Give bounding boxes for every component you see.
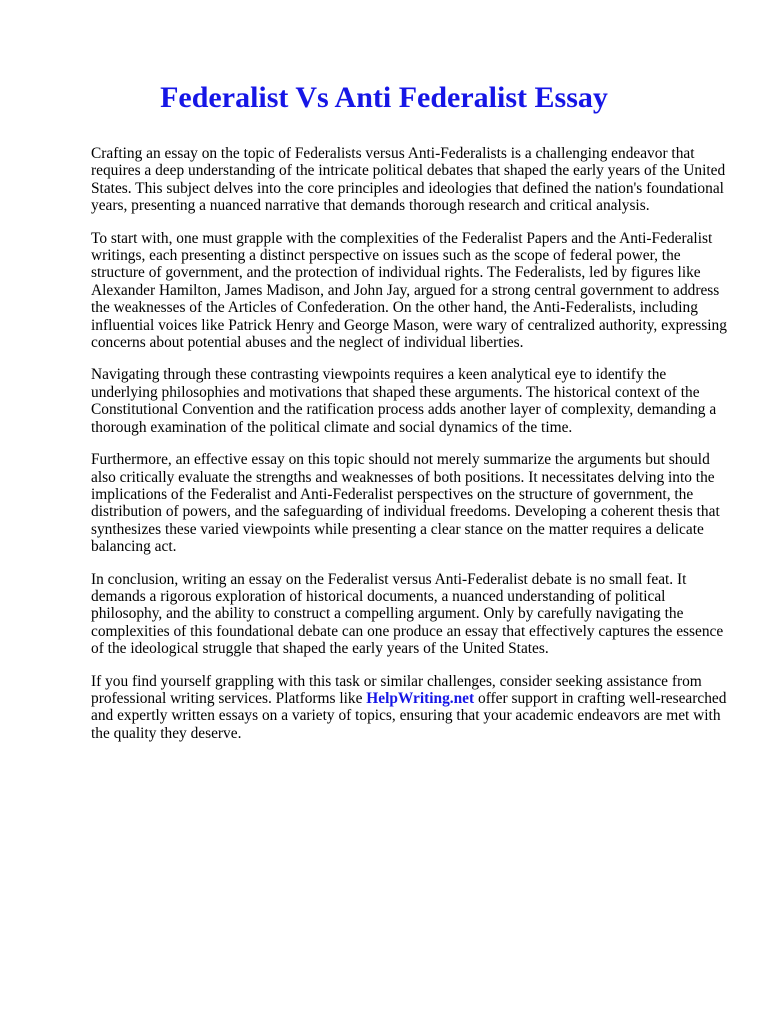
document-body xyxy=(91,145,731,757)
paragraph-federalist-papers: To start with, one must grapple with the complexities of the Federalist Papers and the Anti-Federalist writings, each presenting a distinct perspective on issues such as the scope of federal power, the structure of government, and the protection of individual rights. The Federalists, led by figures like Alexander Hamilton, James Madison, and John Jay, argued for a strong central government to address the weaknesses of the Articles of Confederation. On the other hand, the Anti-Federalists, including influential voices like Patrick Henry and George Mason, were wary of centralized authority, expressing concerns about potential abuses and the neglect of individual liberties. xyxy=(91,229,727,352)
paragraph-intro: Crafting an essay on the topic of Federalists versus Anti-Federalists is a challenging endeavor that requires a deep understanding of the intricate political debates that shaped the early years of the United States. This subject delves into the core principles and ideologies that defined the nation's foundational years, presenting a nuanced narrative that demands thorough research and critical analysis. xyxy=(91,145,726,215)
helpwriting-link[interactable]: HelpWriting.net xyxy=(366,689,475,707)
paragraph-assistance xyxy=(91,673,731,743)
paragraph-assistance-start: If you find yourself grappling with this task or similar challenges, consider seeking assistance from professional writing services. Platforms like xyxy=(91,672,702,707)
paragraph-viewpoints: Navigating through these contrasting viewpoints requires a keen analytical eye to identify the underlying philosophies and motivations that shaped these arguments. The historical context of the Constitutional Convention and the ratification process adds another layer of complexity, demanding a thorough examination of the political climate and social dynamics of the time. xyxy=(91,366,717,436)
paragraph-evaluation: Furthermore, an effective essay on this topic should not merely summarize the arguments but should also critically evaluate the strengths and weaknesses of both positions. It necessitates delving into the implications of the Federalist and Anti-Federalist perspectives on the structure of government, the distribution of powers, and the safeguarding of individual freedoms. Developing a coherent thesis that synthesizes these varied viewpoints while presenting a clear stance on the matter requires a delicate balancing act. xyxy=(91,451,720,556)
paragraph-assistance-end: offer support in crafting well-researched and expertly written essays on a variety of topics, ensuring that your academic endeavors are met with the quality they deserve. xyxy=(91,689,727,742)
paragraph-conclusion: In conclusion, writing an essay on the Federalist versus Anti-Federalist debate is no small feat. It demands a rigorous exploration of historical documents, a nuanced understanding of political philosophy, and the ability to construct a compelling argument. Only by carefully navigating the complexities of this foundational debate can one produce an essay that effectively captures the essence of the ideological struggle that shaped the early years of the United States. xyxy=(91,570,724,658)
document-title: Federalist Vs Anti Federalist Essay xyxy=(160,81,608,114)
